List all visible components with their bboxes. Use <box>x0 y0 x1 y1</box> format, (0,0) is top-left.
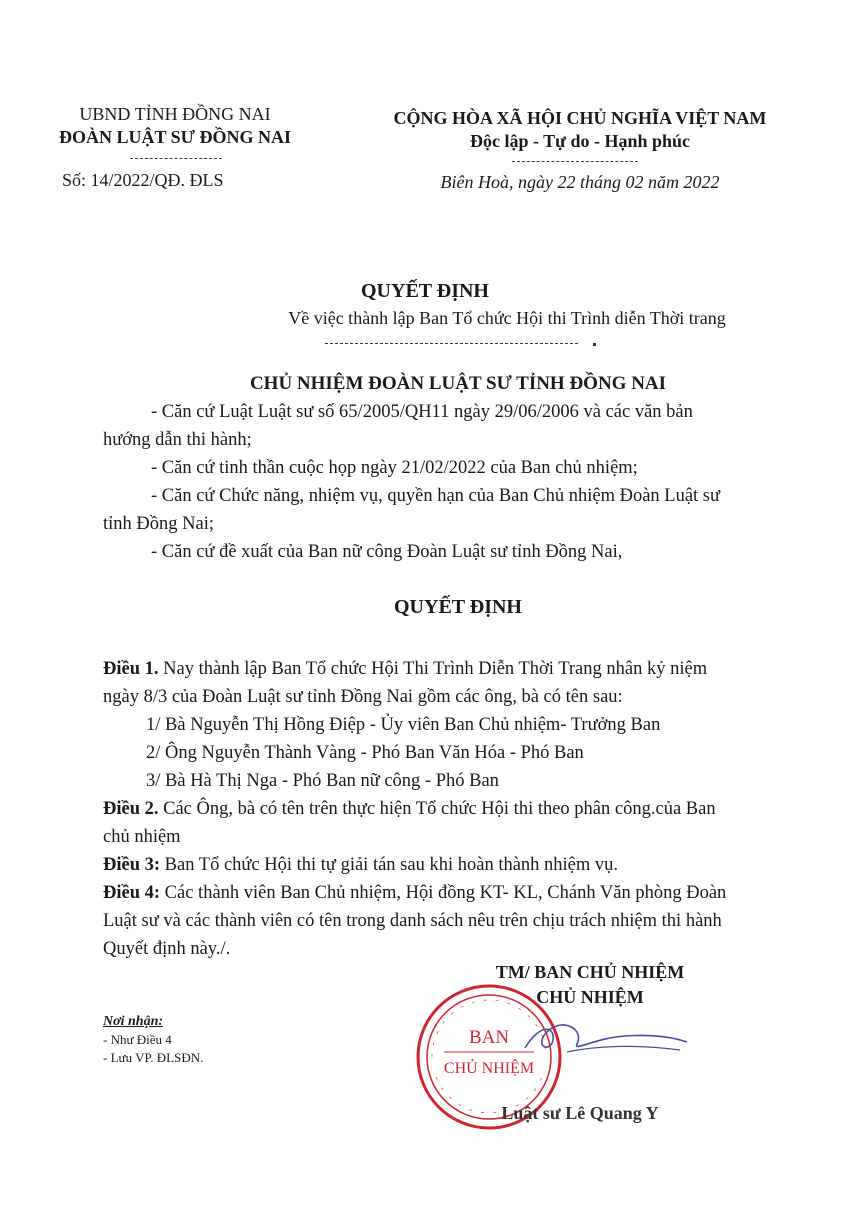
seal-text-line2: CHỦ NHIỆM <box>443 1060 535 1077</box>
article-3-label: Điều 3: <box>103 855 161 875</box>
recipient-item: - Như Điều 4 <box>103 1032 172 1047</box>
left-header-rule <box>130 158 222 159</box>
issuing-authority: CHỦ NHIỆM ĐOÀN LUẬT SƯ TỈNH ĐỒNG NAI <box>249 373 667 394</box>
basis-item-continuation: hướng dẫn thi hành; <box>103 430 252 450</box>
basis-item: - Căn cứ Chức năng, nhiệm vụ, quyền hạn của Ban Chủ nhiệm Đoàn Luật sư <box>151 486 721 506</box>
article-1 <box>103 655 803 683</box>
document-number: Số: 14/2022/QĐ. ĐLS <box>62 170 224 190</box>
basis-item: - Căn cứ đề xuất của Ban nữ công Đoàn Luật sư tỉnh Đồng Nai, <box>151 542 623 562</box>
article-3 <box>103 851 803 879</box>
article-2-label: Điều 2. <box>103 799 159 819</box>
basis-item: - Căn cứ Luật Luật sư số 65/2005/QH11 ngày 29/06/2006 và các văn bản <box>151 402 693 422</box>
articles <box>103 655 803 963</box>
article-4-text: Các thành viên Ban Chủ nhiệm, Hội đồng KT- KL, Chánh Văn phòng Đoàn <box>160 883 727 903</box>
article-1-continuation: ngày 8/3 của Đoàn Luật sư tỉnh Đồng Nai gồm các ông, bà có tên sau: <box>103 687 623 707</box>
article-4 <box>103 879 803 907</box>
decision-heading: QUYẾT ĐỊNH <box>394 596 522 618</box>
member-item: 3/ Bà Hà Thị Nga - Phó Ban nữ công - Phó Ban <box>146 771 499 791</box>
article-2-text: Các Ông, bà có tên trên thực hiện Tổ chức Hội thi theo phân công.của Ban <box>158 799 716 819</box>
right-header-rule <box>512 161 638 162</box>
title-rule <box>325 343 578 344</box>
member-item: 1/ Bà Nguyễn Thị Hồng Điệp - Ủy viên Ban Chủ nhiệm- Trưởng Ban <box>146 715 661 735</box>
basis-item: - Căn cứ tinh thần cuộc họp ngày 21/02/2022 của Ban chủ nhiệm; <box>151 458 638 478</box>
signature-title: CHỦ NHIỆM <box>536 987 644 1007</box>
recipients-heading: Nơi nhận: <box>103 1014 164 1029</box>
nation-name: CỘNG HÒA XÃ HỘI CHỦ NGHĨA VIỆT NAM <box>393 108 767 128</box>
article-3-text: Ban Tổ chức Hội thi tự giải tán sau khi hoàn thành nhiệm vụ. <box>160 855 619 875</box>
title-rule-dot <box>593 343 596 346</box>
article-2-continuation: chủ nhiệm <box>103 827 181 847</box>
decision-title: QUYẾT ĐỊNH <box>361 280 489 302</box>
national-motto: Độc lập - Tự do - Hạnh phúc <box>469 131 691 151</box>
signature-on-behalf: TM/ BAN CHỦ NHIỆM <box>495 962 685 982</box>
article-2 <box>103 795 803 823</box>
seal-text-line1: BAN <box>468 1027 510 1048</box>
decision-subject: Về việc thành lập Ban Tổ chức Hội thi Trình diễn Thời trang <box>288 308 726 328</box>
basis-list <box>103 398 803 566</box>
article-1-text: Nay thành lập Ban Tổ chức Hội Thi Trình Diễn Thời Trang nhân kỷ niệm <box>158 659 708 679</box>
article-4-label: Điều 4: <box>103 883 161 903</box>
member-item: 2/ Ông Nguyễn Thành Vàng - Phó Ban Văn Hóa - Phó Ban <box>146 743 584 763</box>
recipient-item: - Lưu VP. ĐLSĐN. <box>103 1050 204 1065</box>
basis-item-continuation: tỉnh Đồng Nai; <box>103 514 214 534</box>
organization-name: ĐOÀN LUẬT SƯ ĐỒNG NAI <box>58 127 292 147</box>
article-1-label: Điều 1. <box>103 659 159 679</box>
article-4-continuation: Luật sư và các thành viên có tên trong danh sách nêu trên chịu trách nhiệm thi hành <box>103 911 722 931</box>
article-4-continuation: Quyết định này./. <box>103 939 231 959</box>
agency-name: UBND TỈNH ĐỒNG NAI <box>79 104 271 124</box>
place-and-date: Biên Hoà, ngày 22 tháng 02 năm 2022 <box>440 172 720 192</box>
handwritten-signature-icon <box>515 1008 695 1068</box>
signer-name: Luật sư Lê Quang Y <box>501 1103 659 1123</box>
